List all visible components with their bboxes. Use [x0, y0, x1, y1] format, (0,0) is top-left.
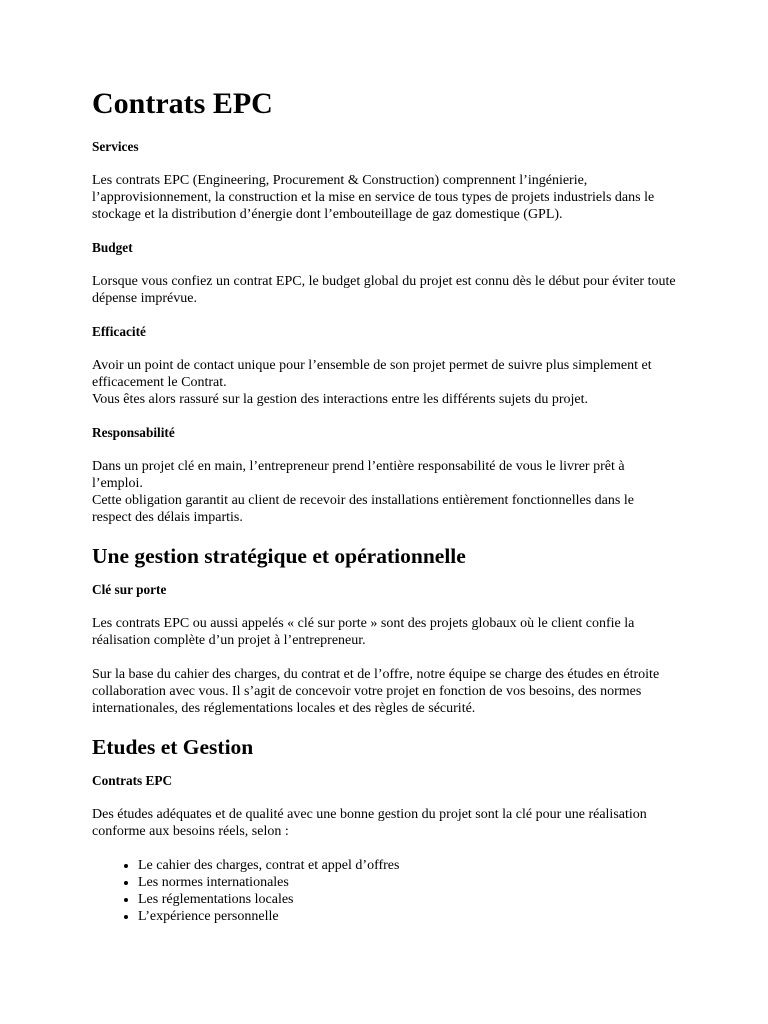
list-item: • L’expérience personnelle	[138, 908, 676, 925]
responsabilite-line-1: Dans un projet clé en main, l’entrepreneur prend l’entière responsabilité de vous le livrer prêt à l’emploi.	[92, 459, 625, 491]
services-paragraph: Les contrats EPC (Engineering, Procurement & Construction) comprennent l’ingénierie, l’approvisionnement, la construction et la mise en service de tous types de projets industriels dans le stockage et la distribution d’énergie dont l’embouteillage de gaz domestique (GPL).	[92, 173, 655, 222]
budget-paragraph: Lorsque vous confiez un contrat EPC, le budget global du projet est connu dès le début pour éviter toute dépense imprévue.	[92, 274, 676, 306]
page-title: Contrats EPC	[92, 87, 273, 120]
efficacite-heading: Efficacité	[92, 324, 146, 339]
responsabilite-paragraph	[92, 458, 676, 526]
etudes-title: Etudes et Gestion	[92, 735, 254, 759]
list-item: • Le cahier des charges, contrat et appel d’offres	[138, 857, 676, 874]
list-item: • Les normes internationales	[138, 874, 676, 891]
contrats-epc-heading: Contrats EPC	[92, 773, 173, 788]
responsabilite-line-2: Cette obligation garantit au client de recevoir des installations entièrement fonctionnelles dans le respect des délais impartis.	[92, 493, 634, 525]
gestion-title: Une gestion stratégique et opérationnelle	[92, 544, 466, 568]
etudes-paragraph: Des études adéquates et de qualité avec une bonne gestion du projet sont la clé pour une réalisation conforme aux besoins réels, selon :	[92, 807, 647, 839]
criteria-list	[92, 857, 676, 925]
efficacite-line-1: Avoir un point de contact unique pour l’ensemble de son projet permet de suivre plus simplement et efficacement le Contrat.	[92, 358, 652, 390]
gestion-paragraph-2: Sur la base du cahier des charges, du contrat et de l’offre, notre équipe se charge des études en étroite collaboration avec vous. Il s’agit de concevoir votre projet en fonction de vos besoins, des normes internationales, des réglementations locales et des règles de sécurité.	[92, 667, 660, 716]
gestion-paragraph-1: Les contrats EPC ou aussi appelés « clé sur porte » sont des projets globaux où le client confie la réalisation complète d’un projet à l’entrepreneur.	[92, 616, 635, 648]
services-heading: Services	[92, 139, 139, 154]
cle-sur-porte-heading: Clé sur porte	[92, 582, 167, 597]
efficacite-line-2: Vous êtes alors rassuré sur la gestion des interactions entre les différents sujets du projet.	[92, 392, 588, 407]
list-item: • Les réglementations locales	[138, 891, 676, 908]
responsabilite-heading: Responsabilité	[92, 425, 175, 440]
budget-heading: Budget	[92, 240, 133, 255]
efficacite-paragraph	[92, 357, 676, 408]
